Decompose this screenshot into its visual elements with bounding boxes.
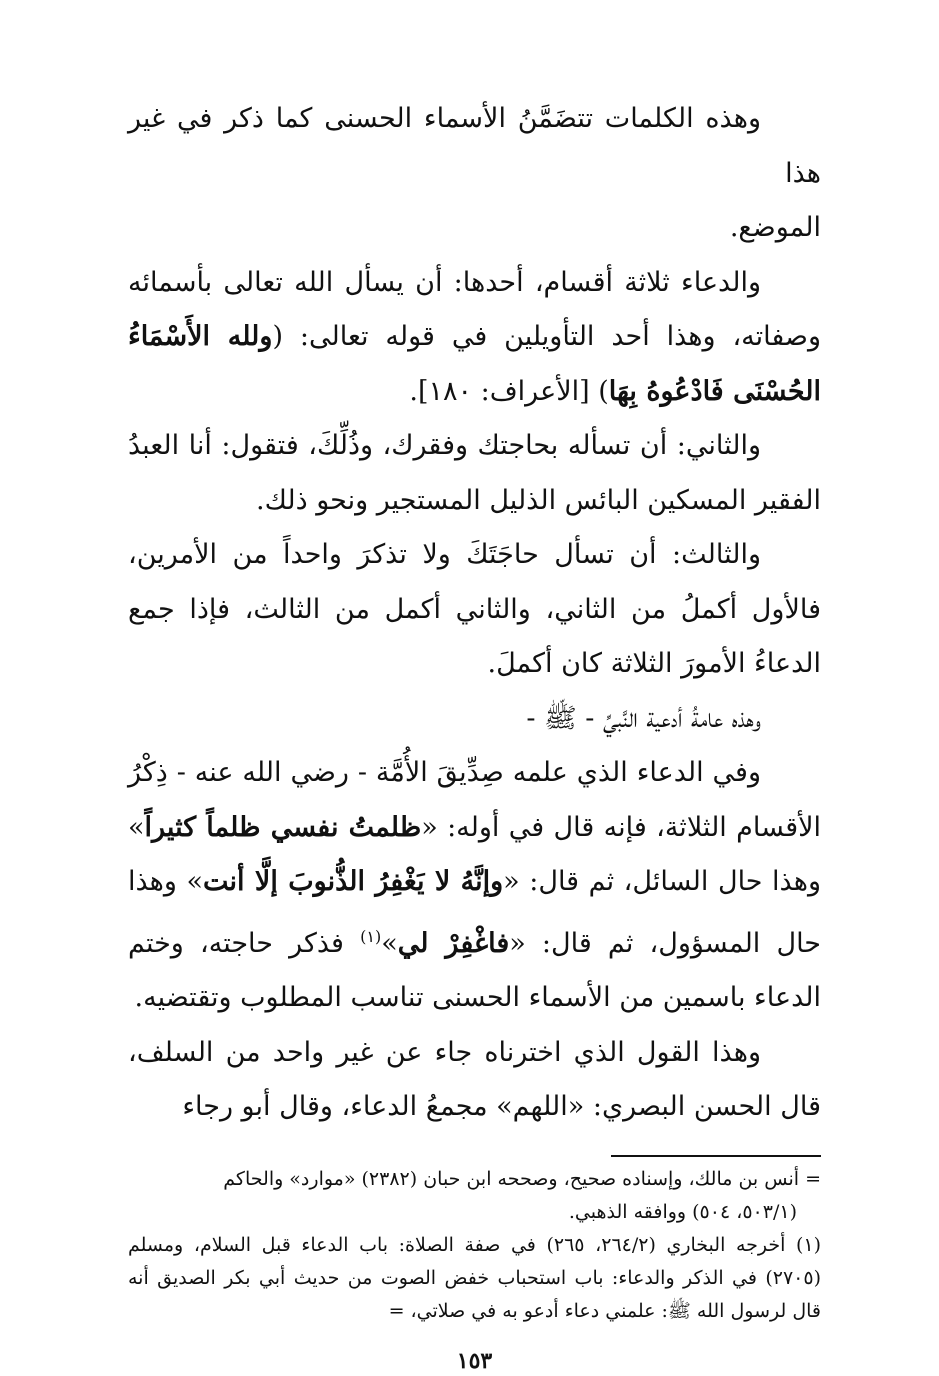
paragraph-5: وهذه عامةُ أدعية النَّبيِّ - ﷺ - xyxy=(526,702,761,734)
hadith-quote-2: وإنَّهُ لا يَغْفِرُ الذُّنوبَ إلَّا أنت xyxy=(203,866,504,897)
footnote-continuation-line-1: = أنس بن مالك، وإسناده صحيح، وصححه ابن حبان (٢٣٨٢) «موارد» والحاكم xyxy=(223,1167,821,1190)
verse-reference: ) [الأعراف: ١٨٠]. xyxy=(409,375,609,407)
paragraph-1-line-1: وهذه الكلمات تتضَمَّنُ الأسماء الحسنى كما ذكر في غير هذا xyxy=(128,103,821,189)
footnote-marker: (١) xyxy=(360,926,382,946)
main-text xyxy=(128,92,821,1135)
footnote-continuation xyxy=(128,1163,821,1229)
paragraph-2-text: والدعاء ثلاثة أقسام، أحدها: أن يسأل الله تعالى بأسمائه وصفاته، وهذا أحد التأويلين في قوله تعالى: ( xyxy=(128,266,821,352)
paragraph-6-text-e: فذكر حاجته، وختم الدعاء باسمين من الأسماء الحسنى تناسب المطلوب وتقتضيه. xyxy=(128,927,821,1013)
paragraph-6-text-a: وفي الدعاء الذي علمه صِدِّيقَ الأُمَّة - رضي الله عنه - ذِكْرُ الأقسام الثلاثة، فإنه قال في أوله: « xyxy=(128,757,821,843)
paragraph-6-text-d: » xyxy=(381,927,398,959)
quran-verse: ولله الأَسْمَاءُ الحُسْنَى فَادْعُوهُ بِهَا xyxy=(128,321,821,407)
footnote-separator xyxy=(611,1155,821,1157)
footnote-continuation-line-2: (٥٠٣/١، ٥٠٤) ووافقه الذهبي. xyxy=(568,1200,797,1223)
page-number: ١٥٣ xyxy=(456,1347,493,1374)
paragraph-6-text-c: » وهذا حال المسؤول، ثم قال: « xyxy=(128,866,821,959)
footnotes xyxy=(128,1163,821,1328)
paragraph-6-text-b: » وهذا حال السائل، ثم قال: « xyxy=(128,811,822,897)
hadith-quote-3: فاغْفِرْ لي xyxy=(397,927,510,959)
paragraph-1 xyxy=(128,92,821,256)
paragraph-6 xyxy=(128,746,821,1026)
hadith-quote-1: ظلمتُ نفسي ظلماً كثيراً xyxy=(144,811,422,843)
paragraph-7: وهذا القول الذي اخترناه جاء عن غير واحد من السلف، قال الحسن البصري: «اللهم» مجمعُ الدعاء، وقال أبو رجاء xyxy=(128,1036,821,1122)
paragraph-2 xyxy=(128,256,821,420)
footnote-1: (١) أخرجه البخاري (٢٦٤/٢، ٢٦٥) في صفة الصلاة: باب الدعاء قبل السلام، ومسلم (٢٧٠٥) في الذكر والدعاء: باب استحباب خفض الصوت من حديث أبي بكر الصديق أنه قال لرسول الله ﷺ: علمني دعاء أدعو به في صلاتي، = xyxy=(128,1233,822,1322)
paragraph-4: والثالث: أن تسأل حاجَتَكَ ولا تذكرَ واحداً من الأمرين، فالأول أكملُ من الثاني، والثاني أكمل من الثالث، فإذا جمع الدعاءُ الأمورَ الثلاثة كان أكملَ. xyxy=(128,539,821,679)
paragraph-1-line-2: الموضع. xyxy=(729,212,821,243)
paragraph-3: والثاني: أن تسأله بحاجتك وفقرك، وذُلِّكَ، فتقول: أنا العبدُ الفقير المسكين البائس الذليل المستجير ونحو ذلك. xyxy=(128,430,821,516)
